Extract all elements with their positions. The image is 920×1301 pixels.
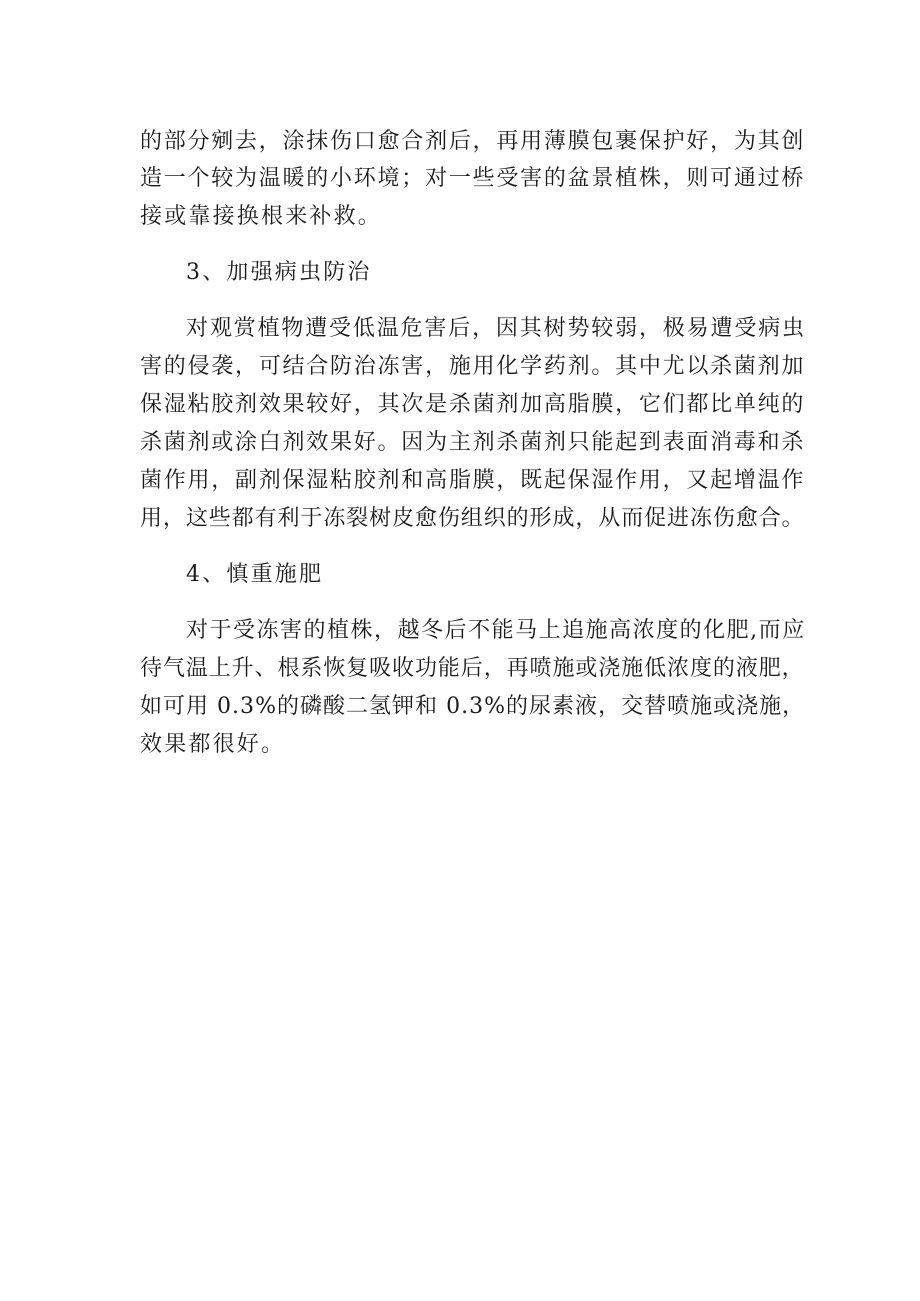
paragraph-line: 如可用 0.3%的磷酸二氢钾和 0.3%的尿素液，交替喷施或浇施， <box>140 694 806 719</box>
paragraph-line: 造一个较为温暖的小环境；对一些受害的盆景植株，则可通过桥 <box>140 166 806 191</box>
paragraph-line: 保湿粘胶剂效果较好，其次是杀菌剂加高脂膜，它们都比单纯的 <box>140 392 806 417</box>
paragraph-line: 待气温上升、根系恢复吸收功能后，再喷施或浇施低浓度的液肥， <box>140 656 805 681</box>
paragraph-line: 害的侵袭，可结合防治冻害，施用化学药剂。其中尤以杀菌剂加 <box>140 354 806 379</box>
paragraph-line: 效果都很好。 <box>140 732 286 757</box>
paragraph-line: 的部分剜去，涂抹伤口愈合剂后，再用薄膜包裹保护好，为其创 <box>140 129 806 154</box>
paragraph-line: 对于受冻害的植株，越冬后不能马上追施高浓度的化肥,而应 <box>186 618 806 643</box>
paragraph-line: 杀菌剂或涂白剂效果好。因为主剂杀菌剂只能起到表面消毒和杀 <box>140 430 806 455</box>
paragraph-line: 对观赏植物遭受低温危害后，因其树势较弱，极易遭受病虫 <box>186 316 806 341</box>
paragraph-line: 接或靠接换根来补救。 <box>140 204 383 229</box>
paragraph-line: 用，这些都有利于冻裂树皮愈伤组织的形成，从而促进冻伤愈合。 <box>140 506 805 531</box>
section-heading: 4、慎重施肥 <box>186 562 324 587</box>
section-heading: 3、加强病虫防治 <box>186 260 372 285</box>
paragraph-line: 菌作用，副剂保湿粘胶剂和高脂膜，既起保湿作用，又起增温作 <box>140 468 806 493</box>
